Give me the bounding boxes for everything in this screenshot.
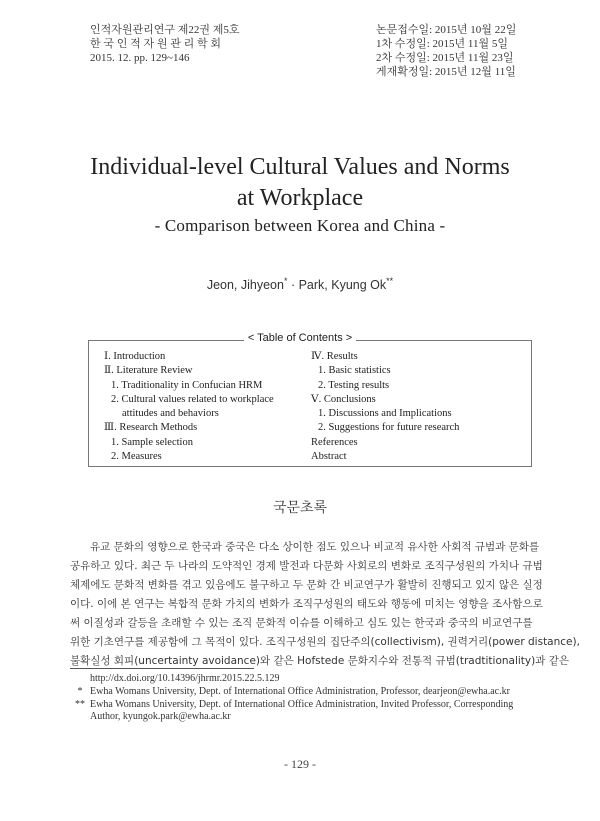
toc-item: 2. Suggestions for future research	[318, 422, 460, 434]
journal-info	[90, 23, 240, 65]
toc-item: Ⅰ. Introduction	[104, 351, 166, 362]
date-revised-2: 2차 수정일: 2015년 11월 23일	[376, 52, 514, 64]
toc-item: Ⅱ. Literature Review	[104, 365, 193, 377]
abstract-line: 이다. 이에 본 연구는 복합적 문화 가치의 변화가 조직구성원의 태도와 행동에 미치는 영향을 조사함으로	[70, 598, 543, 610]
toc-heading-text: < Table of Contents >	[244, 332, 356, 344]
author-separator: ·	[287, 278, 299, 293]
abstract-line: 써 이질성과 갈등을 초래할 수 있는 조직 문화적 이슈를 이해하고 심도 있는 한국과 중국의 비교연구를	[70, 617, 533, 629]
author-2-mark: **	[386, 276, 394, 286]
date-received: 논문접수일: 2015년 10월 22일	[376, 24, 517, 36]
toc-heading	[0, 332, 600, 344]
toc-item: 1. Discussions and Implications	[318, 408, 452, 420]
toc-item: Abstract	[311, 451, 347, 463]
toc-item: 1. Basic statistics	[318, 365, 391, 377]
toc-item: 2. Testing results	[318, 379, 390, 391]
paper-title	[0, 152, 600, 214]
toc-item: Ⅳ. Results	[311, 351, 358, 362]
date-accepted: 게재확정일: 2015년 12월 11일	[376, 66, 516, 78]
author-1: Jeon, Jihyeon	[206, 278, 284, 293]
footnote-1-mark: *	[77, 685, 83, 697]
journal-pages: 2015. 12. pp. 129~146	[90, 52, 190, 64]
footnote-2-mark: **	[75, 698, 85, 710]
toc-item: References	[311, 436, 358, 448]
author-1-mark: *	[283, 276, 288, 286]
footnotes	[70, 673, 540, 724]
footnote-2-text: Ewha Womans University, Dept. of International Office Administration, Invited Professor, Corresponding	[90, 698, 514, 710]
footnote-1-text: Ewha Womans University, Dept. of International Office Administration, Professor, dearjeon@ewha.ac.kr	[90, 685, 510, 697]
title-line-1: Individual-level Cultural Values and Norms	[90, 154, 510, 180]
toc-item: 2. Measures	[111, 451, 162, 463]
abstract-line: 체제에도 문화적 변화를 겪고 있음에도 불구하고 두 문화 간 비교연구가 활발히 진행되고 있지 않은 실정	[70, 579, 543, 591]
title-line-2: at Workplace	[236, 185, 364, 211]
paper-subtitle: - Comparison between Korea and China -	[154, 216, 446, 235]
toc-item: 1. Traditionality in Confucian HRM	[111, 379, 263, 391]
journal-society: 한 국 인 적 자 원 관 리 학 회	[90, 38, 222, 50]
abstract-line: 유교 문화의 영향으로 한국과 중국은 다소 상이한 점도 있으나 비교적 유사한 사회적 규범과 문화를	[90, 541, 540, 553]
toc-item: 1. Sample selection	[111, 436, 193, 448]
toc-right-column	[311, 350, 459, 464]
page-number: - 129 -	[284, 757, 316, 771]
abstract-heading: 국문초록	[272, 500, 328, 516]
toc-item: 2. Cultural values related to workplace	[111, 393, 274, 405]
abstract-line: 불확실성 회피(uncertainty avoidance)와 같은 Hofstede 문화지수와 전통적 규범(tradtitionality)과 같은	[70, 655, 569, 667]
date-revised-1: 1차 수정일: 2015년 11월 5일	[376, 38, 509, 50]
doi-link[interactable]: http://dx.doi.org/10.14396/jhrmr.2015.22.5.129	[90, 673, 280, 684]
toc-item: attitudes and behaviors	[122, 408, 219, 420]
abstract-line: 공유하고 있다. 최근 두 나라의 도약적인 경제 발전과 다문화 사회로의 변화로 조직구성원의 가치나 규범	[70, 560, 543, 572]
footnote-2-continued: Author, kyungok.park@ewha.ac.kr	[90, 711, 231, 723]
footnote-1	[70, 686, 540, 699]
toc-item: Ⅴ. Conclusions	[311, 393, 376, 405]
author-2: Park, Kyung Ok	[298, 278, 387, 293]
abstract-line: 위한 기초연구를 제공함에 그 목적이 있다. 조직구성원의 집단주의(collectivism), 권력거리(power distance),	[70, 636, 580, 648]
footnote-2	[70, 699, 540, 712]
submission-dates	[376, 23, 516, 79]
toc-left-column	[104, 350, 274, 464]
journal-volume: 인적자원관리연구 제22권 제5호	[90, 24, 240, 36]
footnote-divider	[70, 668, 254, 669]
author-list	[0, 276, 600, 292]
abstract-body	[70, 538, 580, 671]
toc-item: Ⅲ. Research Methods	[104, 422, 198, 434]
